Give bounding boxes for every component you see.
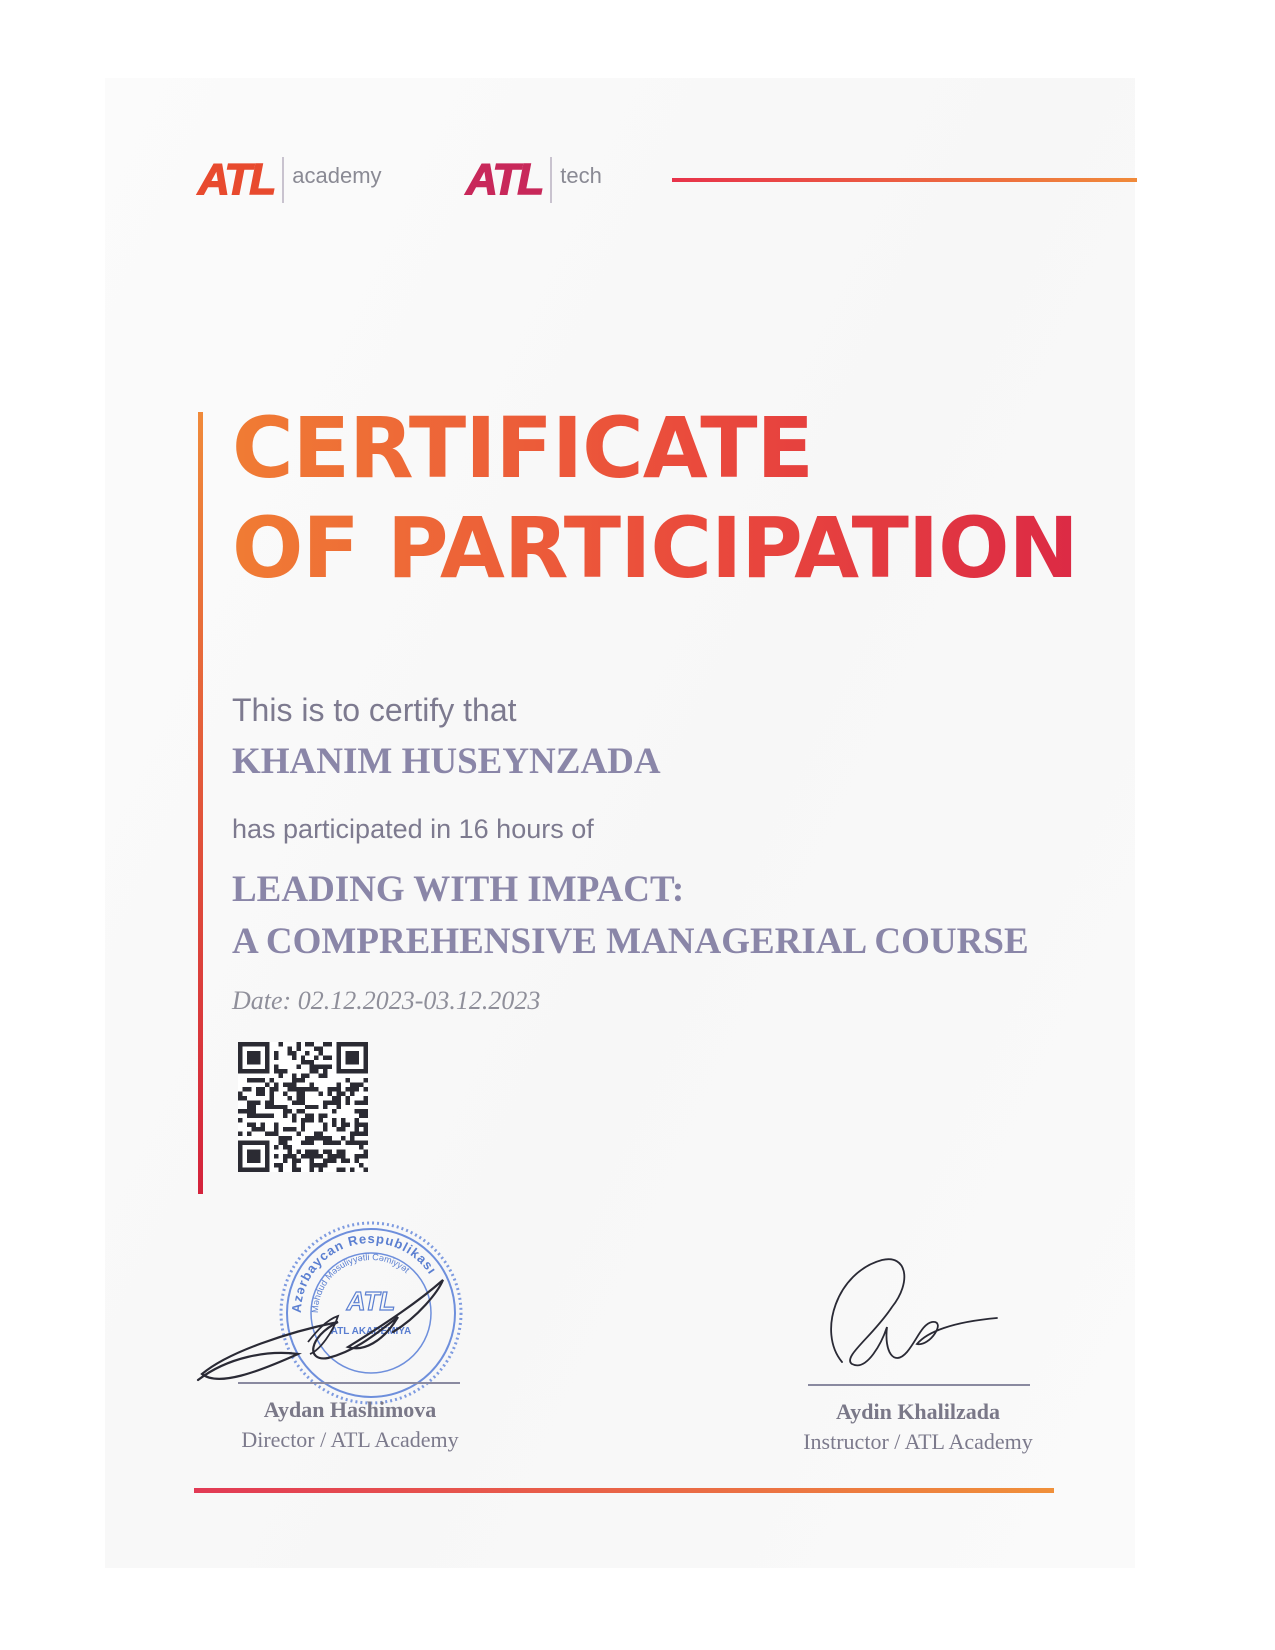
svg-text:ATL: ATL (346, 1286, 396, 1316)
side-accent-rule (198, 412, 203, 1194)
signature-line (808, 1384, 1030, 1386)
top-accent-rule (672, 178, 1137, 182)
logo-divider (282, 157, 284, 203)
atl-logo-mark: ATL (466, 155, 543, 204)
director-signature (188, 1262, 468, 1402)
stamp-inner-text: Məhdud Məsuliyyətli Cəmiyyət (309, 1251, 412, 1314)
atl-tech-logo (466, 150, 602, 210)
course-title-line-2: A COMPREHENSIVE MANAGERIAL COURSE (232, 921, 1029, 962)
signatory-role: Director / ATL Academy (241, 1427, 459, 1452)
logo-word-academy: academy (292, 163, 382, 188)
instructor-signatory (753, 1399, 1083, 1455)
atl-logo-mark: ATL (198, 155, 275, 204)
recipient-name: KHANIM HUSEYNZADA (232, 741, 661, 782)
bottom-accent-rule (194, 1488, 1054, 1493)
certify-text: This is to certify that (232, 692, 517, 728)
participated-text: has participated in 16 hours of (232, 814, 594, 844)
logo-word-tech: tech (560, 163, 602, 188)
qr-code-icon (238, 1042, 368, 1172)
signatory-role: Instructor / ATL Academy (803, 1429, 1033, 1454)
signatory-name: Aydan Hashimova (263, 1397, 437, 1422)
certificate-title (232, 398, 1078, 598)
stamp-outer-text: Azərbaycan Respublikası (288, 1230, 441, 1314)
atl-academy-logo (198, 150, 382, 210)
course-date: Date: 02.12.2023-03.12.2023 (232, 986, 541, 1015)
title-line-1: CERTIFICATE (232, 399, 813, 497)
course-title-line-1: LEADING WITH IMPACT: (232, 869, 685, 910)
director-signatory (185, 1397, 515, 1453)
title-line-2: OF PARTICIPATION (232, 499, 1078, 597)
signatory-name: Aydin Khalilzada (835, 1399, 1001, 1424)
stamp-center-text: ATL AKADEMIYA (330, 1326, 412, 1337)
instructor-signature (812, 1252, 1002, 1382)
logo-divider (550, 157, 552, 203)
signature-line (238, 1382, 460, 1384)
